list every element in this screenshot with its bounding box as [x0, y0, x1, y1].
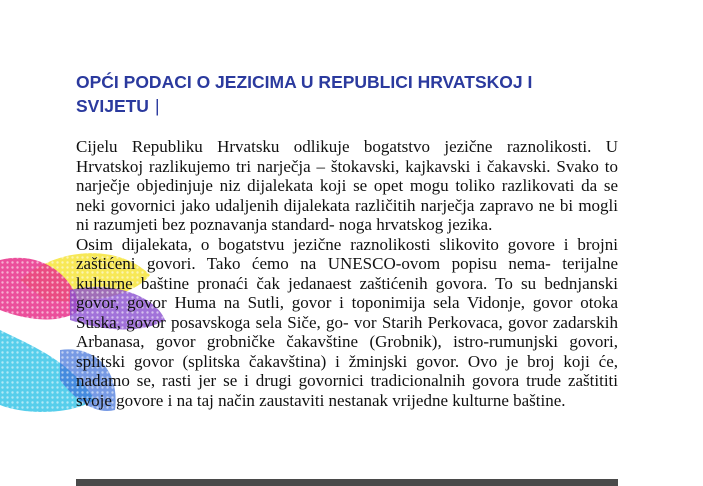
title-line-1: OPĆI PODACI O JEZICIMA U REPUBLICI HRVATSKOJ I — [76, 72, 533, 92]
paragraph-protected-speech: Osim dijalekata, o bogatstvu jezične raznolikosti slikovito govore i brojni zaštićeni govori. Tako ćemo na UNESCO-ovom popisu nema- terijalne kulturne baštine pronaći čak jedanaest zaštićenih govora. To su bednjanski govor, govor Huma na Sutli, govor i toponimija sela Vidonje, govor otoka Suska, govor posavskoga sela Siče, go- vor Starih Perkovaca, govor zadarskih Arbanasa, govor grobničke čakavštine (Grobnik), istro-rumunjski govori, splitski govor (splitska čakavština) i žminjski govor. Ovo je broj koji će, nadamo se, rasti jer se i drugi govornici tradicionalnih govora trude zaštititi svoje govore i na taj način zaustaviti nestanak vrijedne kulturne baštine. — [76, 234, 618, 410]
title-line-2 — [76, 94, 616, 118]
bottom-image-strip — [76, 479, 618, 486]
title-separator: | — [154, 96, 160, 116]
body-text — [76, 137, 618, 410]
section-title — [76, 70, 616, 118]
paragraph-dialects: Cijelu Republiku Hrvatsku odlikuje bogatstvo jezične raznolikosti. U Hrvatskoj razlikujemo tri narječja – štokavski, kajkavski i čakavski. Svako to narječje objedinjuje niz dijalekata koji se opet mogu toliko razlikovati da se neki govornici jako udaljenih dijalekata različitih narječja zapravo ne bi mogli ni razumjeti bez poznavanja standard- noga hrvatskog jezika. — [76, 137, 618, 234]
title-line-2-text: SVIJETU — [76, 96, 149, 116]
